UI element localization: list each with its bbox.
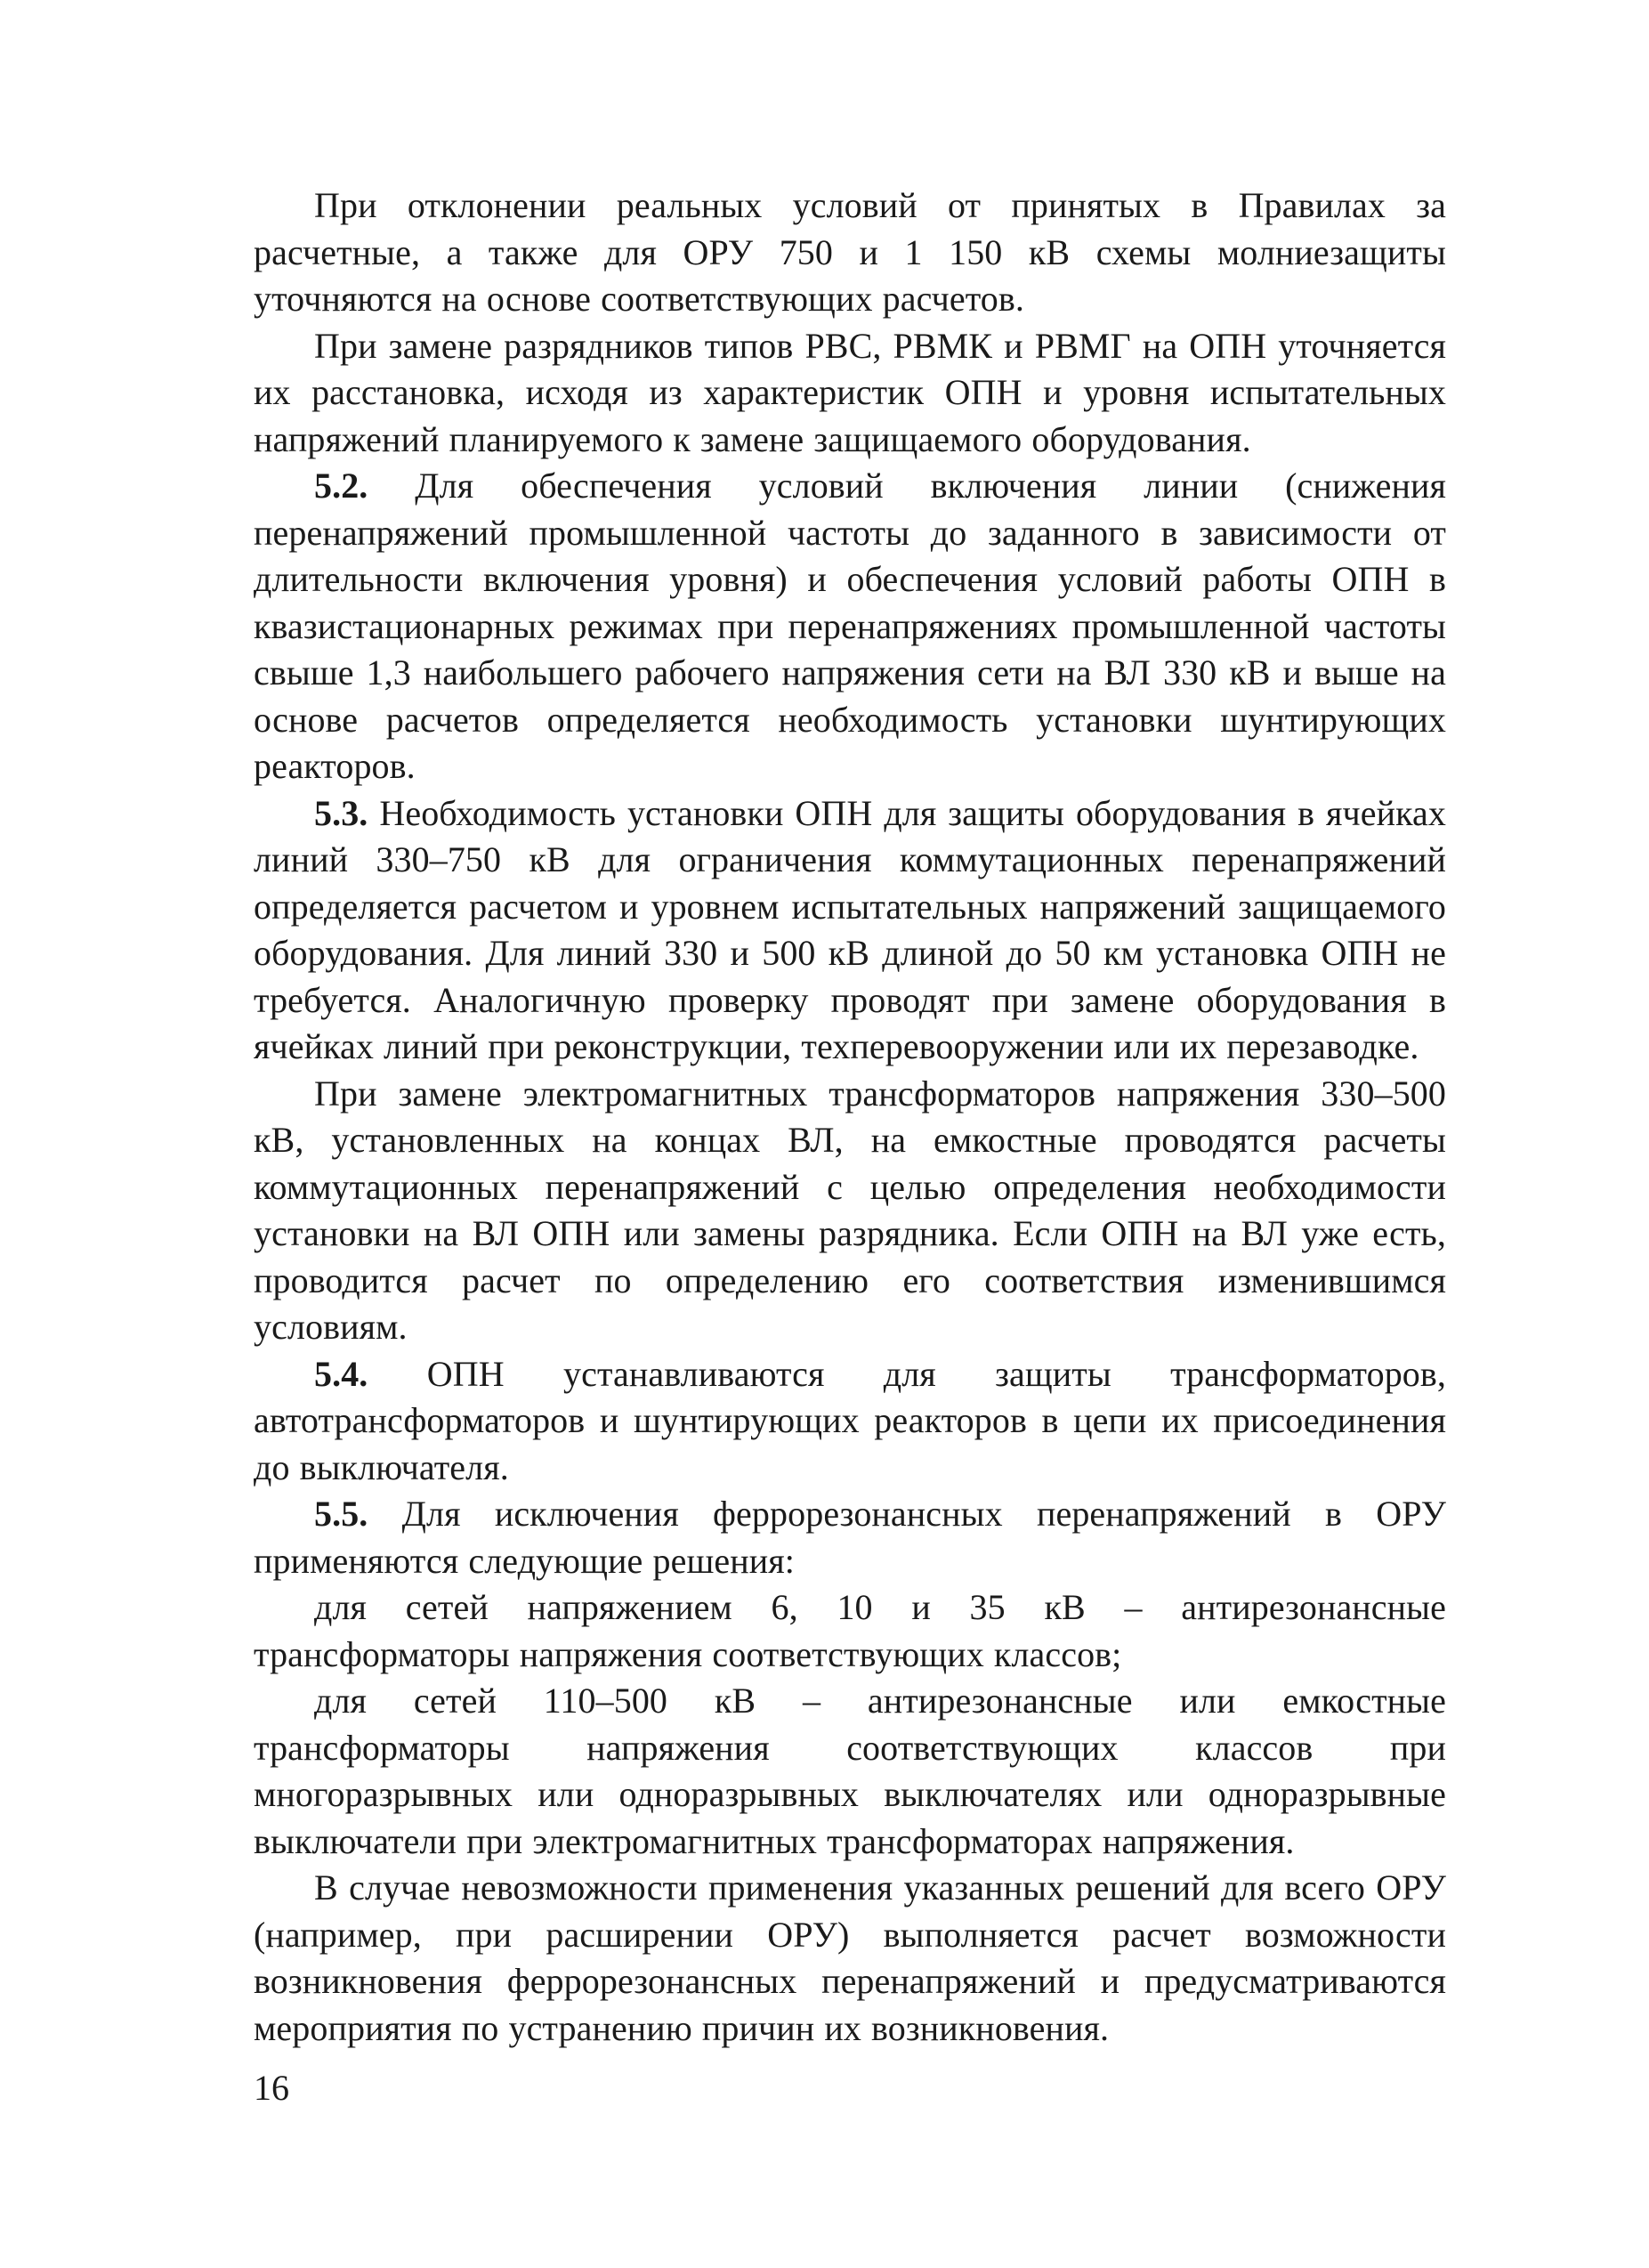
page-number: 16: [254, 2068, 289, 2108]
clause-number: 5.5.: [314, 1494, 368, 1534]
paragraph-text: Необходимость установки ОПН для защиты оборудования в ячейках линий 330–750 кВ для ограничения коммутационных перенапряжений определяется расчетом и уровнем испытательных напряжений защищаемого оборудования. Для линий 330 и 500 кВ длиной до 50 км установка ОПН не требуется. Аналогичную проверку проводят при замене оборудования в ячейках линий при реконструкции, техперевооружении или их перезаводке.: [254, 792, 1446, 1066]
paragraph-text: При замене электромагнитных трансформаторов напряжения 330–500 кВ, установленных на концах ВЛ, на емкостные проводятся расчеты коммутационных перенапряжений с целью определения необходимости установки на ВЛ ОПН или замены разрядника. Если ОПН на ВЛ уже есть, проводится расчет по определению его соответствия изменившимся условиям.: [254, 1073, 1446, 1347]
paragraph: [254, 1491, 1446, 1584]
paragraph: [254, 463, 1446, 790]
paragraph-text: При отклонении реальных условий от принятых в Правилах за расчетные, а также для ОРУ 750 и 1 150 кВ схемы молниезащиты уточняются на основе соответствующих расчетов.: [254, 185, 1446, 319]
paragraph: [254, 1865, 1446, 2052]
paragraph-text: В случае невозможности применения указанных решений для всего ОРУ (например, при расширении ОРУ) выполняется расчет возможности возникновения феррорезонансных перенапряжений и предусматриваются мероприятия по устранению причин их возникновения.: [254, 1867, 1446, 2048]
paragraph: [254, 182, 1446, 323]
paragraph-text: для сетей 110–500 кВ – антирезонансные или емкостные трансформаторы напряжения соответствующих классов при многоразрывных или одноразрывных выключателях или одноразрывные выключатели при электромагнитных трансформаторах напряжения.: [254, 1681, 1446, 1861]
paragraph-text: Для обеспечения условий включения линии (снижения перенапряжений промышленной частоты до заданного в зависимости от длительности включения уровня) и обеспечения условий работы ОПН в квазистационарных режимах при перенапряжениях промышленной частоты свыше 1,3 наибольшего рабочего напряжения сети на ВЛ 330 кВ и выше на основе расчетов определяется необходимость установки шунтирующих реакторов.: [254, 466, 1446, 786]
clause-number: 5.4.: [314, 1353, 368, 1394]
paragraph-text: При замене разрядников типов РВС, РВМК и РВМГ на ОПН уточняется их расстановка, исходя из характеристик ОПН и уровня испытательных напряжений планируемого к замене защищаемого оборудования.: [254, 325, 1446, 459]
paragraph: [254, 1584, 1446, 1678]
body-text: [254, 182, 1446, 2052]
clause-number: 5.2.: [314, 466, 368, 506]
paragraph: [254, 1351, 1446, 1492]
paragraph-text: для сетей напряжением 6, 10 и 35 кВ – антирезонансные трансформаторы напряжения соответствующих классов;: [254, 1587, 1446, 1674]
paragraph: [254, 323, 1446, 464]
paragraph: [254, 1678, 1446, 1865]
clause-number: 5.3.: [314, 792, 368, 833]
paragraph: [254, 790, 1446, 1071]
paragraph-text: Для исключения феррорезонансных перенапряжений в ОРУ применяются следующие решения:: [254, 1494, 1446, 1581]
paragraph: [254, 1071, 1446, 1351]
paragraph-text: ОПН устанавливаются для защиты трансформаторов, автотрансформаторов и шунтирующих реакторов в цепи их присоединения до выключателя.: [254, 1353, 1446, 1487]
